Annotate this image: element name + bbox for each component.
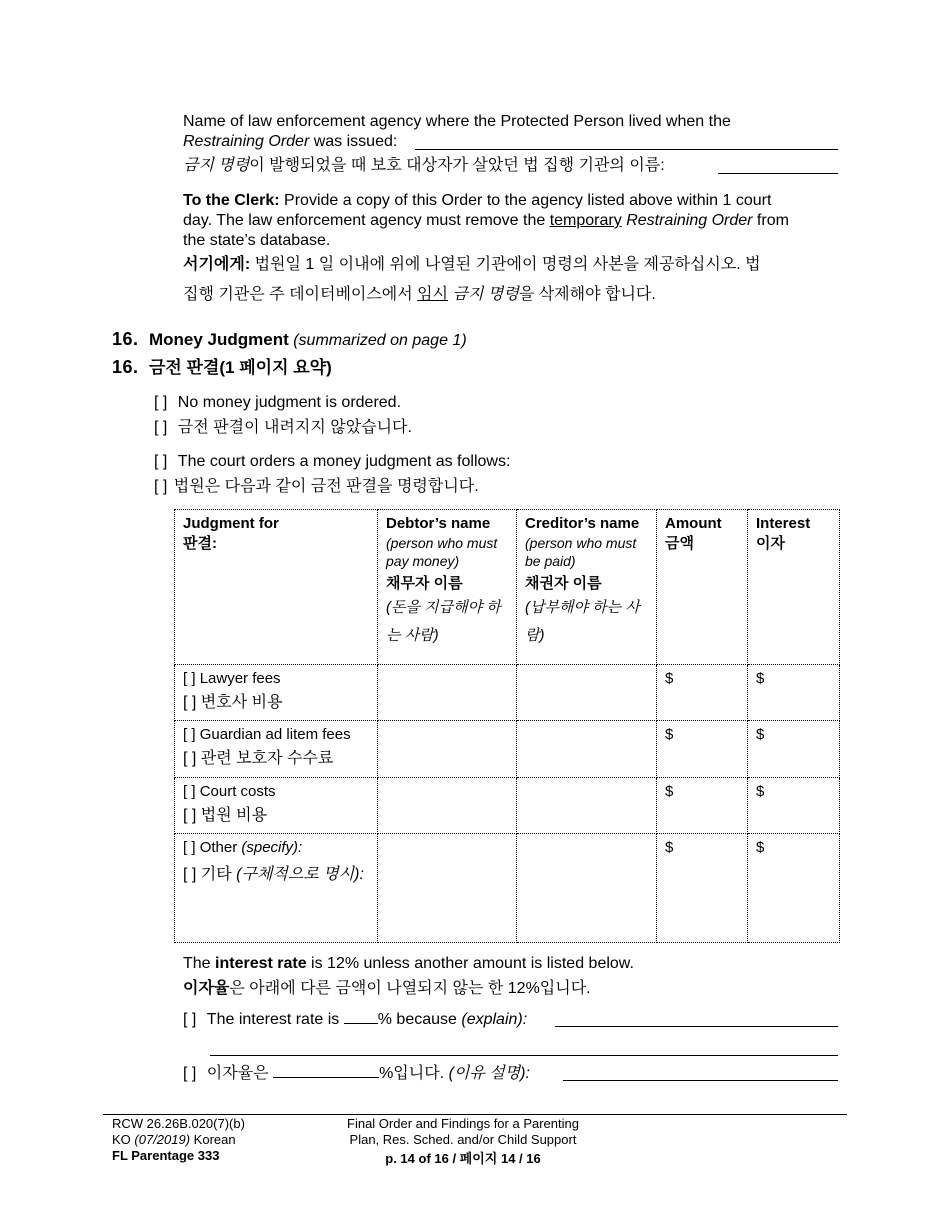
agency-line-1: Name of law enforcement agency where the Protected Person lived when the [183,113,731,130]
checkbox[interactable]: [ ] [183,726,196,743]
checkbox[interactable]: [ ] [183,839,196,856]
amount-cell[interactable]: $ [657,721,748,778]
header-creditor: Creditor’s name (person who must be paid) 채권자 이름 (납부해야 하는 사람) [517,510,657,665]
table-row: [ ] Court costs [ ] 법원 비용 $ $ [175,778,840,834]
footer-divider [103,1114,847,1115]
header-judgment-for: Judgment for 판결: [175,510,378,665]
interest-rate-field-ko[interactable] [273,1063,379,1078]
header-debtor: Debtor’s name (person who must pay money) 채무자 이름 (돈을 지급해야 하는 사람) [378,510,517,665]
creditor-cell[interactable] [517,721,657,778]
interest-cell[interactable]: $ [748,778,840,834]
table-row: [ ] Guardian ad litem fees [ ] 관련 보호자 수수료 $ $ [175,721,840,778]
amount-cell[interactable]: $ [657,834,748,943]
header-amount: Amount 금액 [657,510,748,665]
clerk-line-3: the state’s database. [183,232,331,249]
interest-rate-option-ko: [ ] 이자율은 %입니다. (이유 설명): [183,1065,530,1082]
checkbox[interactable]: [ ] [154,453,168,470]
interest-cell[interactable]: $ [748,665,840,721]
interest-rate-option: [ ] The interest rate is % because (explain): [183,1011,528,1028]
checkbox[interactable]: [ ] [154,478,168,495]
checkbox[interactable]: [ ] [183,866,197,883]
checkbox[interactable]: [ ] [154,394,168,411]
amount-cell[interactable]: $ [657,665,748,721]
option-judgment: [ ] The court orders a money judgment as follows: [154,453,511,470]
interest-rate-text: The interest rate is 12% unless another amount is listed below. [183,955,634,972]
debtor-cell[interactable] [378,834,517,943]
footer-center: Final Order and Findings for a Parenting Plan, Res. Sched. and/or Child Support p. 14 of 16 / 페이지 14 / 16 [320,1116,606,1167]
header-interest: Interest 이자 [748,510,840,665]
checkbox[interactable]: [ ] [183,1011,197,1028]
agency-line-ko: 금지 명령이 발행되었을 때 보호 대상자가 살았던 법 집행 기관의 이름: [183,157,665,174]
option-no-judgment: [ ] No money judgment is ordered. [154,394,402,411]
checkbox[interactable]: [ ] [183,1065,197,1082]
interest-explain-field-2[interactable] [210,1040,838,1056]
interest-rate-field[interactable] [344,1009,378,1024]
table-row: [ ] Other (specify): [ ] 기타 (구체적으로 명시): $ $ [175,834,840,943]
agency-name-field[interactable] [415,134,838,150]
table-header-row [175,510,840,665]
interest-cell[interactable]: $ [748,834,840,943]
creditor-cell[interactable] [517,834,657,943]
section-16-heading-ko: 16. 금전 판결(1 페이지 요약) [112,357,332,377]
checkbox[interactable]: [ ] [183,694,197,711]
debtor-cell[interactable] [378,721,517,778]
checkbox[interactable]: [ ] [183,670,196,687]
footer-left: RCW 26.26B.020(7)(b) KO (07/2019) Korean FL Parentage 333 [112,1116,245,1163]
interest-rate-text-ko: 이자율은 아래에 다른 금액이 나열되지 않는 한 12%입니다. [183,980,591,997]
section-16-heading: 16. Money Judgment (summarized on page 1) [112,329,467,349]
debtor-cell[interactable] [378,665,517,721]
creditor-cell[interactable] [517,778,657,834]
judgment-table [174,509,840,943]
amount-cell[interactable]: $ [657,778,748,834]
debtor-cell[interactable] [378,778,517,834]
page-number: p. 14 of 16 / 페이지 14 / 16 [385,1151,541,1166]
clerk-line-ko-1: 서기에게: 법원일 1 일 이내에 위에 나열된 기관에이 명령의 사본을 제공하십시오. 법 [183,256,761,273]
agency-name-field-ko[interactable] [718,158,838,174]
clerk-line-1: To the Clerk: Provide a copy of this Order to the agency listed above within 1 court [183,192,772,209]
creditor-cell[interactable] [517,665,657,721]
interest-explain-field[interactable] [555,1011,838,1027]
table-row: [ ] Lawyer fees [ ] 변호사 비용 $ $ [175,665,840,721]
checkbox[interactable]: [ ] [183,750,197,767]
checkbox[interactable]: [ ] [183,783,196,800]
checkbox[interactable]: [ ] [154,419,168,436]
interest-explain-field-ko[interactable] [563,1066,838,1081]
checkbox[interactable]: [ ] [183,807,197,824]
option-no-judgment-ko: [ ] 금전 판결이 내려지지 않았습니다. [154,419,412,436]
interest-cell[interactable]: $ [748,721,840,778]
clerk-line-2: day. The law enforcement agency must remove the temporary Restraining Order from [183,212,789,229]
agency-line-2: Restraining Order was issued: [183,133,398,150]
option-judgment-ko: [ ] 법원은 다음과 같이 금전 판결을 명령합니다. [154,478,479,495]
clerk-line-ko-2: 집행 기관은 주 데이터베이스에서 임시 금지 명령을 삭제해야 합니다. [183,286,656,303]
